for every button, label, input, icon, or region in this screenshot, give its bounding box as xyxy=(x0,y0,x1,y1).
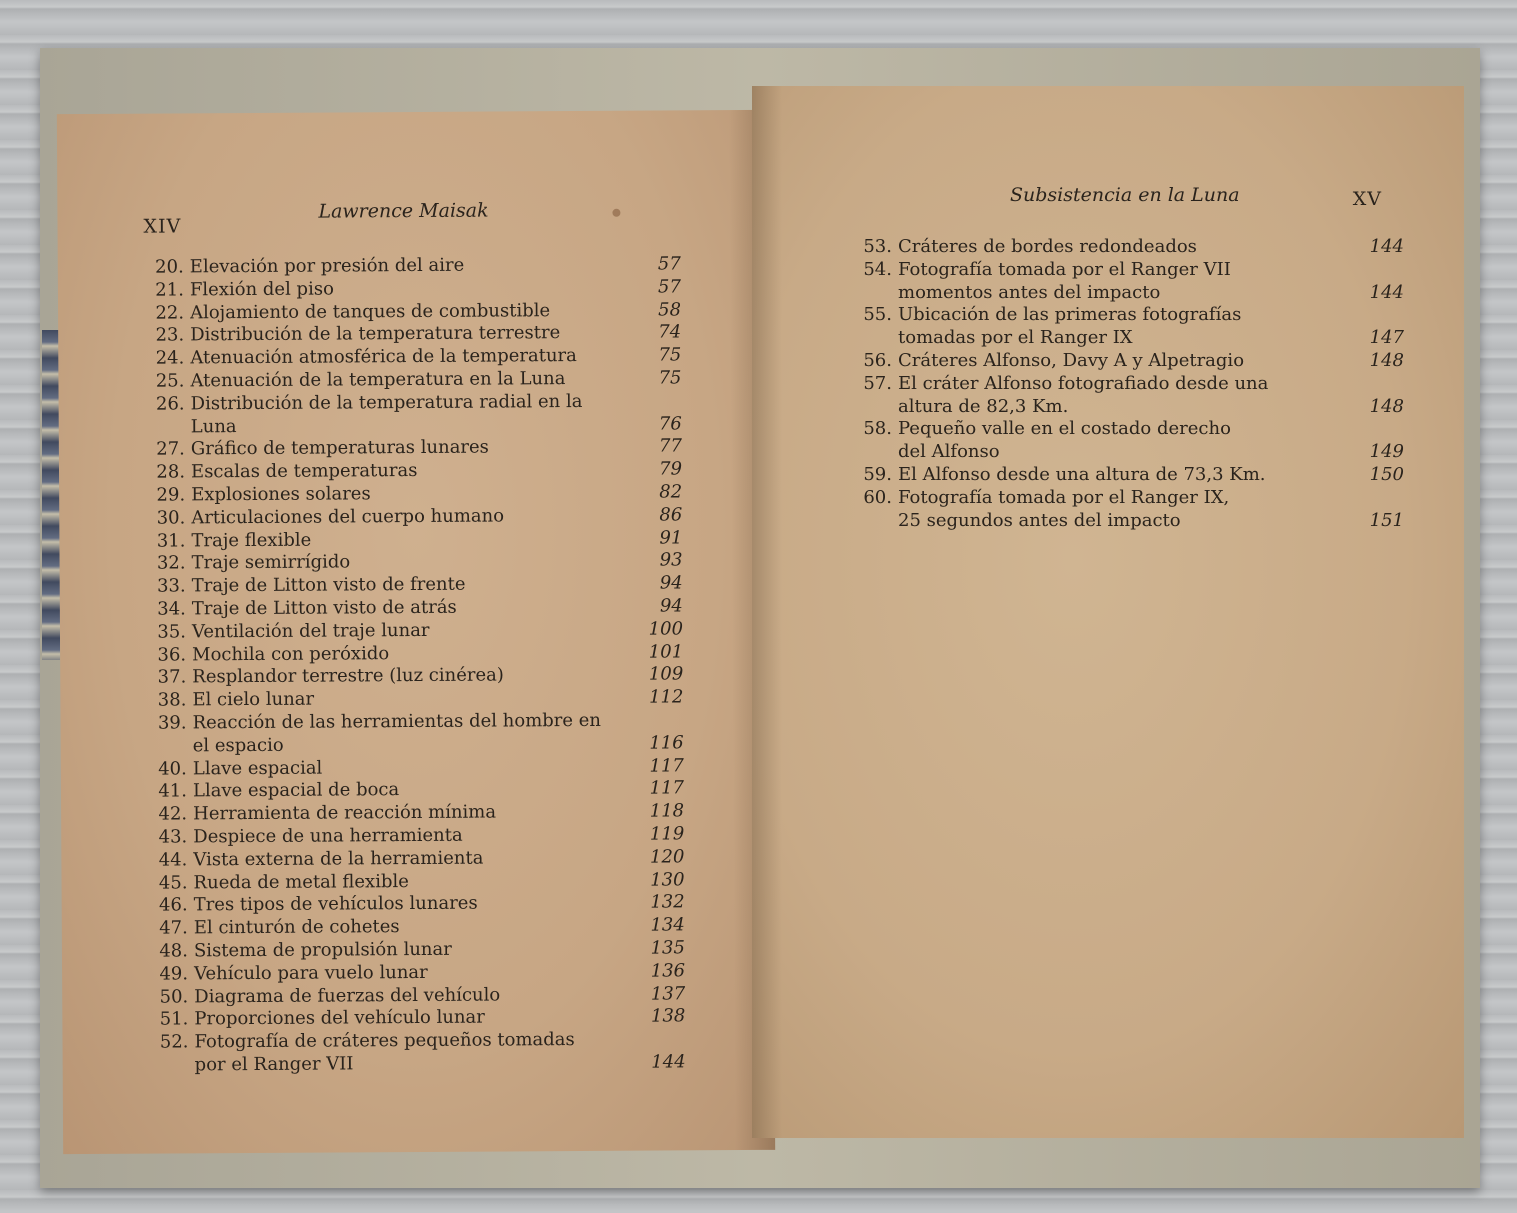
entry-number: 56. xyxy=(863,349,892,371)
entry-page-number: 151 xyxy=(1369,509,1404,531)
entry-page-number: 82 xyxy=(659,481,683,503)
entry-number: 47. xyxy=(159,917,188,939)
entry-page-number: 135 xyxy=(650,937,685,959)
entry-title: Articulaciones del cuerpo humano xyxy=(191,505,505,529)
figure-entry xyxy=(146,345,681,371)
entry-title: Atenuación atmosférica de la temperatura xyxy=(190,345,577,369)
figure-entry xyxy=(149,869,684,895)
entry-number: 35. xyxy=(157,621,187,643)
figure-entry xyxy=(146,322,681,348)
figure-entry xyxy=(147,481,682,507)
figure-entry xyxy=(150,983,685,1009)
entry-number: 44. xyxy=(158,849,188,871)
entry-page-number: 75 xyxy=(658,344,682,366)
figure-entry xyxy=(148,641,683,667)
entry-title: El cielo lunar xyxy=(192,688,315,711)
entry-number: 36. xyxy=(157,643,187,666)
entry-page-number: 144 xyxy=(1369,236,1404,257)
figure-entry xyxy=(147,504,682,530)
figure-entry xyxy=(148,550,683,576)
entry-page-number: 75 xyxy=(658,367,682,389)
figure-entry xyxy=(149,800,684,826)
entry-title: Ubicación de las primeras fotografías tomadas por el Ranger IX xyxy=(898,304,1242,349)
entry-page-number: 94 xyxy=(659,572,683,594)
entry-number: 48. xyxy=(159,940,189,962)
entry-number: 51. xyxy=(159,1008,189,1030)
figure-entry xyxy=(854,464,1404,487)
entry-page-number: 100 xyxy=(648,618,684,640)
entry-number: 31. xyxy=(156,529,186,552)
entry-title: Escalas de temperaturas xyxy=(190,460,418,483)
entry-page-number: 120 xyxy=(649,846,685,868)
left-page-header xyxy=(143,198,703,241)
entry-title: Traje de Litton visto de frente xyxy=(191,573,466,597)
entry-page-number: 57 xyxy=(657,253,681,275)
entry-title: Diagrama de fuerzas del vehículo xyxy=(194,983,501,1007)
entry-number: 58. xyxy=(863,418,892,440)
entry-page-number: 132 xyxy=(650,891,685,913)
figure-entry xyxy=(150,960,685,986)
figure-entry xyxy=(149,755,684,781)
entry-page-number: 117 xyxy=(649,754,684,777)
entry-page-number: 119 xyxy=(649,823,685,845)
figure-entry xyxy=(147,459,682,485)
entry-title: Gráfico de temperaturas lunares xyxy=(190,436,489,460)
entry-title: El Alfonso desde una altura de 73,3 Km. xyxy=(898,463,1266,485)
entry-number: 59. xyxy=(863,463,892,485)
entry-page-number: 74 xyxy=(658,321,682,343)
entry-number: 33. xyxy=(157,575,186,597)
entry-number: 37. xyxy=(157,666,187,688)
figure-entry xyxy=(148,595,683,621)
figure-entry xyxy=(148,618,683,644)
entry-number: 38. xyxy=(157,689,187,711)
entry-title: Pequeño valle en el costado derecho del Alfonso xyxy=(898,418,1231,463)
cover-endpaper-pattern xyxy=(42,330,60,660)
entry-number: 30. xyxy=(156,507,186,529)
entry-number: 28. xyxy=(156,461,186,483)
entry-number: 27. xyxy=(156,438,185,460)
figure-entry xyxy=(149,846,684,872)
figure-entry xyxy=(149,778,684,804)
entry-page-number: 148 xyxy=(1369,349,1404,371)
entry-page-number: 149 xyxy=(1369,441,1404,463)
entry-number: 52. xyxy=(159,1031,189,1053)
figure-entry xyxy=(854,487,1404,533)
entry-page-number: 144 xyxy=(651,1051,686,1073)
figure-entry xyxy=(148,687,683,713)
entry-page-number: 79 xyxy=(659,458,683,480)
figure-entry xyxy=(150,892,685,918)
figure-entry xyxy=(854,259,1404,305)
entry-title: Sistema de propulsión lunar xyxy=(193,938,452,962)
entry-title: Despiece de una herramienta xyxy=(193,824,463,848)
figure-entry xyxy=(148,573,683,599)
entry-title: Rueda de metal flexible xyxy=(193,870,409,893)
entry-title: Resplandor terrestre (luz cinérea) xyxy=(192,664,504,688)
figure-entry xyxy=(146,367,681,393)
entry-number: 55. xyxy=(863,304,892,326)
entry-number: 32. xyxy=(156,552,186,574)
entry-title: Llave espacial de boca xyxy=(192,779,400,802)
running-head: Subsistencia en la Luna xyxy=(1010,184,1240,206)
entry-title: Traje flexible xyxy=(191,529,312,551)
right-gutter-shadow xyxy=(752,86,782,1138)
figure-entry xyxy=(150,1006,685,1032)
entry-page-number: 130 xyxy=(650,868,685,891)
entry-number: 20. xyxy=(155,256,184,278)
entry-title: Cráteres Alfonso, Davy A y Alpetragio xyxy=(898,349,1245,371)
entry-page-number: 76 xyxy=(658,412,682,435)
entry-page-number: 137 xyxy=(650,982,686,1005)
entry-number: 53. xyxy=(863,236,892,257)
page-number: XIV xyxy=(143,215,182,238)
entry-number: 41. xyxy=(158,780,188,802)
figure-entry xyxy=(150,1028,685,1077)
figure-entry xyxy=(854,236,1404,259)
entry-title: Fotografía tomada por el Ranger IX, 25 segundos antes del impacto xyxy=(898,486,1230,531)
entry-title: Elevación por presión del aire xyxy=(189,254,465,278)
figure-entry xyxy=(148,664,683,690)
entry-page-number: 112 xyxy=(648,686,684,708)
entry-page-number: 101 xyxy=(648,640,684,663)
right-page xyxy=(752,86,1464,1138)
entry-number: 54. xyxy=(863,258,892,280)
entry-title: Llave espacial xyxy=(192,757,323,779)
entry-number: 39. xyxy=(157,712,187,734)
entry-title: Flexión del piso xyxy=(189,278,334,301)
entry-number: 25. xyxy=(155,370,185,392)
entry-page-number: 136 xyxy=(650,960,686,982)
entry-title: Explosiones solares xyxy=(191,483,371,506)
entry-title: Distribución de la temperatura terrestre xyxy=(190,322,561,346)
figure-entry xyxy=(854,304,1404,350)
entry-title: Traje semirrígido xyxy=(191,551,351,574)
figure-entry xyxy=(147,436,682,462)
entry-number: 26. xyxy=(155,393,185,415)
entry-page-number: 109 xyxy=(648,663,684,685)
entry-number: 50. xyxy=(159,985,189,1008)
entry-title: Tres tipos de vehículos lunares xyxy=(193,892,478,916)
figure-entry xyxy=(149,823,684,849)
entry-number: 43. xyxy=(158,826,188,848)
entry-title: Mochila con peróxido xyxy=(192,642,390,665)
entry-page-number: 144 xyxy=(1369,281,1404,303)
entry-title: Alojamiento de tanques de combustible xyxy=(189,299,551,323)
figure-entry xyxy=(146,299,681,325)
entry-title: Distribución de la temperatura radial en la Luna xyxy=(190,390,583,437)
entry-number: 34. xyxy=(157,598,186,620)
entry-page-number: 58 xyxy=(658,298,682,321)
right-page-header xyxy=(1002,178,1402,218)
entry-title: El cinturón de cohetes xyxy=(193,916,400,939)
page-number: XV xyxy=(1352,188,1382,210)
entry-title: Proporciones del vehículo lunar xyxy=(194,1006,485,1030)
left-page xyxy=(57,110,775,1154)
entry-page-number: 93 xyxy=(659,549,683,571)
figure-entry xyxy=(147,390,682,439)
running-head: Lawrence Maisak xyxy=(318,199,489,223)
entry-title: Fotografía de cráteres pequeños tomadas por el Ranger VII xyxy=(194,1029,575,1076)
entry-title: Atenuación de la temperatura en la Luna xyxy=(190,368,566,392)
entry-title: Cráteres de bordes redondeados xyxy=(898,236,1197,257)
entry-page-number: 91 xyxy=(659,526,683,549)
entry-number: 46. xyxy=(158,894,188,916)
figure-entry xyxy=(854,418,1404,464)
entry-title: Fotografía tomada por el Ranger VII momentos antes del impacto xyxy=(898,258,1231,303)
entry-title: Traje de Litton visto de atrás xyxy=(191,596,457,620)
figure-entry xyxy=(854,350,1404,373)
entry-page-number: 150 xyxy=(1369,463,1404,485)
entry-page-number: 86 xyxy=(659,504,683,526)
entry-title: Reacción de las herramientas del hombre en el espacio xyxy=(192,709,602,757)
list-of-figures-left xyxy=(146,253,686,1077)
entry-page-number: 117 xyxy=(649,777,685,799)
entry-page-number: 118 xyxy=(649,800,685,822)
figure-entry xyxy=(150,937,685,963)
entry-number: 24. xyxy=(155,347,185,369)
entry-page-number: 138 xyxy=(650,1005,686,1027)
entry-page-number: 134 xyxy=(650,914,685,936)
entry-number: 21. xyxy=(155,279,184,301)
entry-page-number: 147 xyxy=(1369,327,1404,349)
entry-number: 22. xyxy=(155,302,185,324)
entry-number: 60. xyxy=(863,486,892,508)
entry-title: Ventilación del traje lunar xyxy=(191,619,430,643)
figure-entry xyxy=(146,276,681,302)
entry-page-number: 116 xyxy=(649,732,684,754)
entry-page-number: 57 xyxy=(657,276,681,298)
figure-entry xyxy=(147,527,682,553)
entry-page-number: 94 xyxy=(659,595,683,617)
entry-number: 40. xyxy=(158,757,187,780)
entry-title: Vehículo para vuelo lunar xyxy=(194,961,428,985)
entry-number: 42. xyxy=(158,803,188,825)
figure-entry xyxy=(150,914,685,940)
entry-number: 23. xyxy=(155,324,185,346)
entry-title: Vista externa de la herramienta xyxy=(193,847,484,871)
entry-page-number: 148 xyxy=(1369,395,1404,417)
entry-page-number: 77 xyxy=(658,435,682,457)
entry-number: 49. xyxy=(159,963,189,985)
entry-number: 57. xyxy=(863,372,892,394)
figure-entry xyxy=(148,709,683,758)
figure-entry xyxy=(146,253,681,279)
list-of-figures-right xyxy=(854,236,1404,532)
entry-title: Herramienta de reacción mínima xyxy=(193,801,497,825)
entry-title: El cráter Alfonso fotografiado desde una altura de 82,3 Km. xyxy=(898,372,1269,417)
figure-entry xyxy=(854,373,1404,419)
entry-number: 45. xyxy=(158,871,188,894)
entry-number: 29. xyxy=(156,484,186,506)
